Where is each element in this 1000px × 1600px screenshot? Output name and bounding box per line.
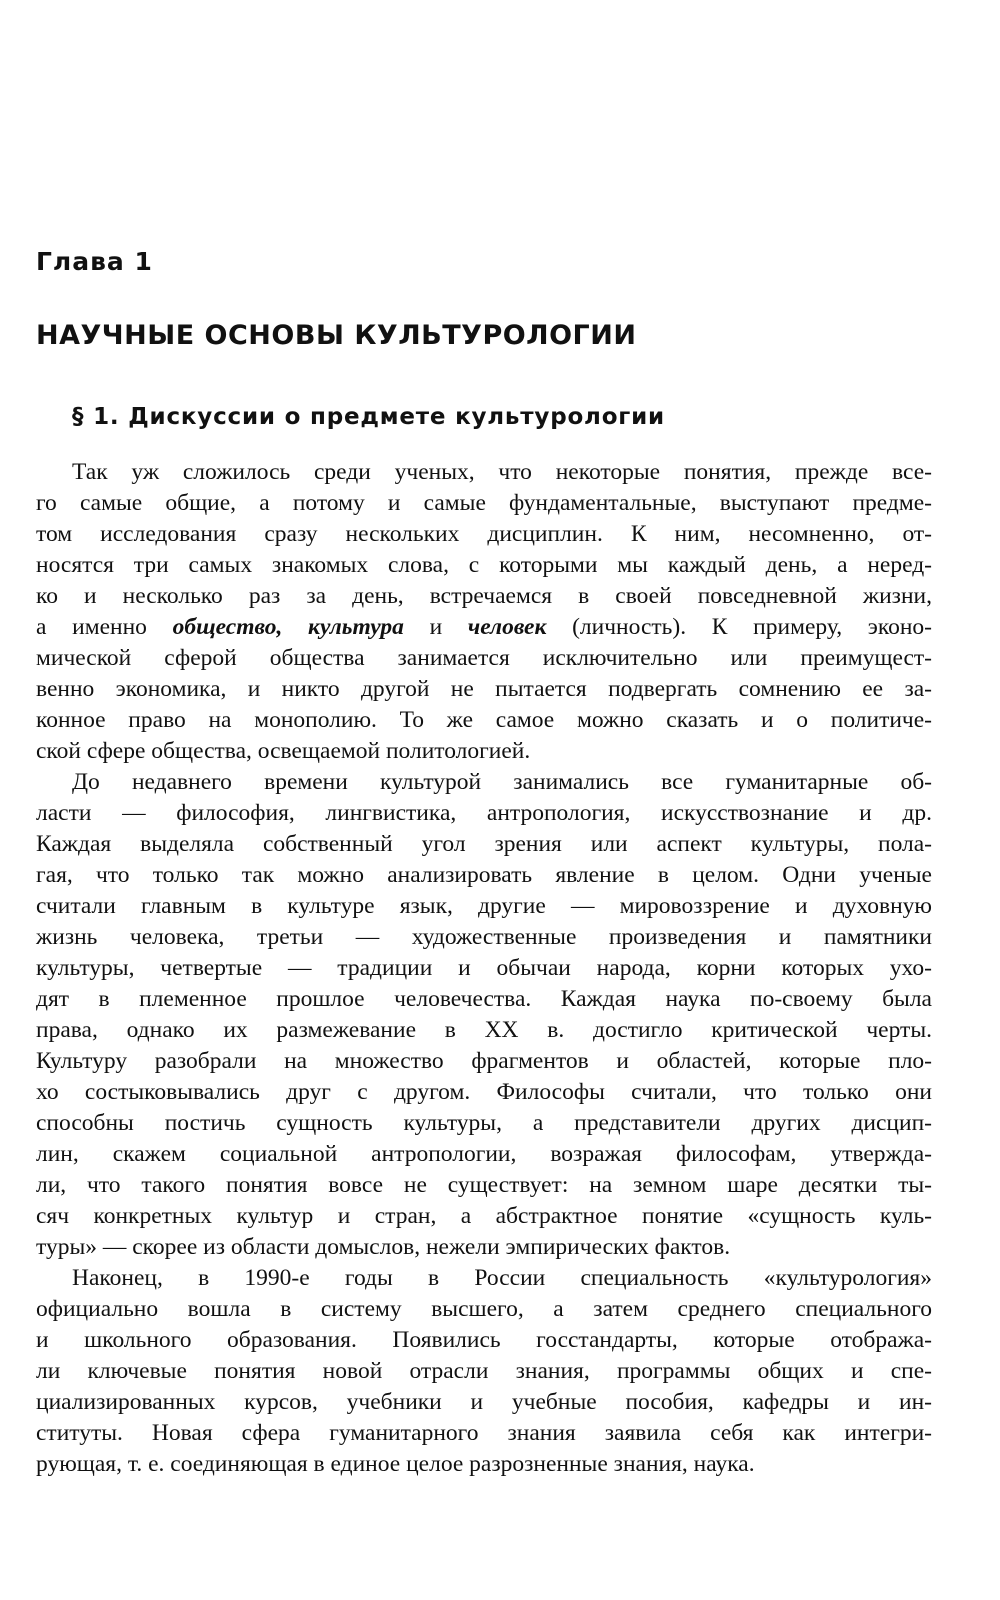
text-line: рующая, т. е. соединяющая в единое целое разрозненные знания, наука.: [36, 1451, 755, 1477]
paragraph-3: [36, 1263, 932, 1480]
paragraph-2: [36, 767, 932, 1263]
section-title: § 1. Дискуссии о предмете культурологии: [72, 404, 665, 430]
text-line: ласти — философия, лингвистика, антропология, искусствознание и др.: [36, 800, 932, 826]
text-line: ли ключевые понятия новой отрасли знания, программы общих и спе-: [36, 1358, 932, 1384]
text-line: Наконец, в 1990-е годы в России специальность «культурология»: [72, 1265, 932, 1291]
text-line: дят в племенное прошлое человечества. Каждая наука по-своему была: [36, 986, 932, 1012]
body-text: [36, 457, 932, 1480]
key-term-human: человек: [467, 614, 547, 640]
text-line: официально вошла в систему высшего, а затем среднего специального: [36, 1296, 932, 1322]
text-line: ституты. Новая сфера гуманитарного знания заявила себя как интегри-: [36, 1420, 932, 1446]
text-line: лин, скажем социальной антропологии, возражая философам, утвержда-: [36, 1141, 932, 1167]
text-line: ко и несколько раз за день, встречаемся в своей повседневной жизни,: [36, 583, 932, 609]
text-line: хо состыковывались друг с другом. Философы считали, что только они: [36, 1079, 932, 1105]
text-line: венно экономика, и никто другой не пытается подвергать сомнению ее за-: [36, 676, 932, 702]
text-fragment: и: [403, 614, 468, 640]
text-line: и школьного образования. Появились госстандарты, которые отобража-: [36, 1327, 932, 1353]
text-line: мической сферой общества занимается исключительно или преимущест-: [36, 645, 932, 671]
text-line: циализированных курсов, учебники и учебные пособия, кафедры и ин-: [36, 1389, 932, 1415]
text-line: ли, что такого понятия вовсе не существует: на земном шаре десятки ты-: [36, 1172, 932, 1198]
key-term-society-culture: общество, культура: [172, 614, 404, 640]
text-line: способны постичь сущность культуры, а представители других дисцип-: [36, 1110, 932, 1136]
text-line: том исследования сразу нескольких дисциплин. К ним, несомненно, от-: [36, 521, 932, 547]
text-line: носятся три самых знакомых слова, с которыми мы каждый день, а неред-: [36, 552, 932, 578]
text-line: гая, что только так можно анализировать явление в целом. Одни ученые: [36, 862, 932, 888]
text-line: конное право на монополию. То же самое можно сказать и о политиче-: [36, 707, 932, 733]
text-line: Культуру разобрали на множество фрагментов и областей, которые пло-: [36, 1048, 932, 1074]
chapter-label: Глава 1: [36, 247, 153, 276]
text-line: культуры, четвертые — традиции и обычаи народа, корни которых ухо-: [36, 955, 932, 981]
text-line: туры» — скорее из области домыслов, нежели эмпирических фактов.: [36, 1234, 731, 1260]
chapter-title: НАУЧНЫЕ ОСНОВЫ КУЛЬТУРОЛОГИИ: [36, 320, 637, 351]
text-line: сяч конкретных культур и стран, а абстрактное понятие «сущность куль-: [36, 1203, 932, 1229]
text-line: го самые общие, а потому и самые фундаментальные, выступают предме-: [36, 490, 932, 516]
text-line: права, однако их размежевание в XX в. достигло критической черты.: [36, 1017, 932, 1043]
text-line: считали главным в культуре язык, другие — мировоззрение и духовную: [36, 893, 932, 919]
text-line: До недавнего времени культурой занимались все гуманитарные об-: [72, 769, 932, 795]
paragraph-1: [36, 457, 932, 767]
text-fragment: (личность). К примеру, эконо-: [546, 614, 933, 640]
text-line: ской сфере общества, освещаемой политологией.: [36, 738, 531, 764]
text-fragment: а именно: [36, 614, 173, 640]
text-line: Так уж сложилось среди ученых, что некоторые понятия, прежде все-: [72, 459, 932, 485]
text-line-with-terms: [36, 612, 932, 643]
text-line: жизнь человека, третьи — художественные произведения и памятники: [36, 924, 932, 950]
text-line: Каждая выделяла собственный угол зрения или аспект культуры, пола-: [36, 831, 932, 857]
